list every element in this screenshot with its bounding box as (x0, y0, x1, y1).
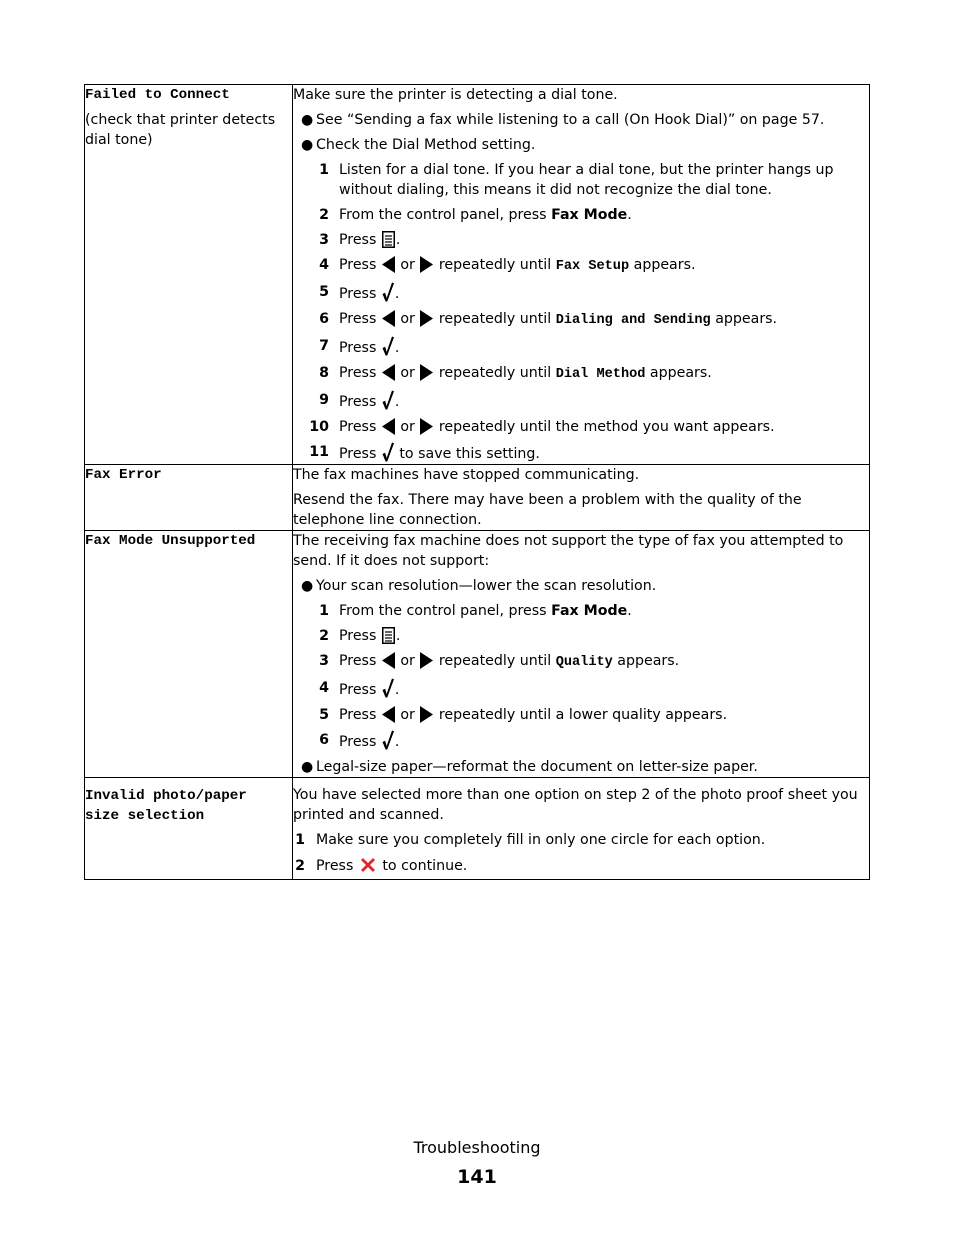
right-arrow-icon (420, 652, 433, 669)
step-text: . (394, 286, 400, 302)
step-text: . (394, 734, 400, 750)
step-text: Listen for a dial tone. If you hear a dial tone, but the printer hangs up without dialing, this means it did not recognize the dial tone. (339, 162, 834, 198)
step-text: . (394, 394, 400, 410)
message-cell (85, 531, 293, 778)
step-item (293, 856, 869, 876)
step-item (293, 363, 869, 385)
step-item (293, 626, 869, 646)
message-term: Failed to Connect (85, 87, 230, 103)
section-footer: Troubleshooting (413, 1138, 541, 1157)
step-item (293, 390, 869, 412)
step-number: 6 (319, 311, 329, 327)
table-row (85, 85, 870, 465)
step-text: or (395, 419, 420, 435)
troubleshooting-table (84, 84, 870, 880)
step-text: Press (339, 734, 381, 750)
solution-cell (293, 465, 870, 531)
step-text: to continue. (377, 858, 468, 874)
step-text: appears. (612, 653, 680, 669)
table-row (85, 465, 870, 531)
step-text: Press (339, 707, 381, 723)
step-text: appears. (710, 311, 778, 327)
checkmark-icon (382, 336, 394, 356)
step-list (293, 601, 869, 752)
step-number: 8 (319, 365, 329, 381)
step-text: Press (339, 628, 381, 644)
cancel-x-icon (359, 856, 377, 874)
right-arrow-icon (420, 256, 433, 273)
message-cell (85, 778, 293, 880)
step-text: Press (339, 365, 381, 381)
step-number: 2 (295, 858, 305, 874)
solution-intro: Make sure the printer is detecting a dial tone. (293, 87, 618, 103)
menu-icon (382, 231, 395, 248)
step-text: or (395, 653, 420, 669)
step-number: 5 (319, 284, 329, 300)
menu-icon (382, 627, 395, 644)
step-text: From the control panel, press (339, 207, 552, 223)
menu-option: Fax Setup (555, 259, 630, 274)
bullet-dot: ● (301, 759, 314, 775)
message-cell (85, 465, 293, 531)
message-term: size selection (85, 808, 205, 824)
left-arrow-icon (382, 418, 395, 435)
step-text: Press (339, 682, 381, 698)
list-item (293, 135, 869, 464)
step-text: or (395, 257, 420, 273)
step-number: 10 (309, 419, 329, 435)
right-arrow-icon (420, 310, 433, 327)
step-text: repeatedly until (434, 311, 556, 327)
step-number: 3 (319, 232, 329, 248)
list-item-text: Legal-size paper—reformat the document on letter-size paper. (316, 759, 758, 775)
checkmark-icon (382, 442, 394, 462)
message-cell (85, 85, 293, 465)
menu-option: Dial Method (555, 367, 646, 382)
step-text: From the control panel, press (339, 603, 552, 619)
bullet-dot: ● (301, 112, 314, 128)
step-item (293, 730, 869, 752)
step-item (293, 255, 869, 277)
message-term: Invalid photo/paper (85, 788, 247, 804)
left-arrow-icon (382, 364, 395, 381)
step-text: Press (339, 286, 381, 302)
step-list (293, 830, 869, 876)
step-item (293, 651, 869, 673)
step-text: . (394, 340, 400, 356)
solution-text: Resend the fax. There may have been a problem with the quality of the telephone line connection. (293, 492, 802, 528)
step-item (293, 205, 869, 225)
left-arrow-icon (382, 652, 395, 669)
menu-option: Quality (555, 655, 613, 670)
step-text: repeatedly until (434, 365, 556, 381)
bullet-list (293, 110, 869, 464)
step-item (293, 282, 869, 304)
step-number: 3 (319, 653, 329, 669)
button-name: Fax Mode (551, 207, 628, 223)
step-item (293, 678, 869, 700)
checkmark-icon (382, 678, 394, 698)
step-number: 1 (319, 162, 329, 178)
list-item-text: See “Sending a fax while listening to a call (On Hook Dial)” on page 57. (316, 112, 825, 128)
step-text: Press (339, 232, 381, 248)
step-number: 1 (319, 603, 329, 619)
solution-cell (293, 85, 870, 465)
left-arrow-icon (382, 310, 395, 327)
table-row (85, 531, 870, 778)
step-item (293, 336, 869, 358)
message-term: Fax Error (85, 467, 162, 483)
bullet-dot: ● (301, 137, 314, 153)
solution-cell (293, 778, 870, 880)
step-text: appears. (629, 257, 696, 273)
step-item (293, 230, 869, 250)
step-text: . (627, 603, 632, 619)
step-text: or (395, 365, 420, 381)
step-item (293, 442, 869, 464)
step-text: repeatedly until a lower quality appears. (434, 707, 728, 723)
step-text: to save this setting. (394, 446, 540, 462)
table-row (85, 778, 870, 880)
step-number: 11 (309, 444, 329, 460)
step-text: . (627, 207, 632, 223)
step-text: repeatedly until the method you want appears. (434, 419, 775, 435)
list-item (293, 757, 869, 777)
step-text: Press (339, 446, 381, 462)
solution-intro: You have selected more than one option on step 2 of the photo proof sheet you printed and scanned. (293, 787, 858, 823)
step-text: or (395, 707, 420, 723)
step-list (293, 160, 869, 464)
step-text: appears. (645, 365, 712, 381)
list-item-text: Your scan resolution—lower the scan resolution. (316, 578, 657, 594)
solution-intro: The receiving fax machine does not support the type of fax you attempted to send. If it does not support: (293, 533, 844, 569)
solution-cell (293, 531, 870, 778)
step-text: Press (339, 394, 381, 410)
left-arrow-icon (382, 706, 395, 723)
checkmark-icon (382, 730, 394, 750)
list-item (293, 576, 869, 752)
checkmark-icon (382, 390, 394, 410)
step-number: 2 (319, 207, 329, 223)
step-item (293, 417, 869, 437)
solution-text: The fax machines have stopped communicating. (293, 467, 640, 483)
step-text: Make sure you completely fill in only one circle for each option. (316, 832, 766, 848)
step-number: 2 (319, 628, 329, 644)
step-text: Press (316, 858, 358, 874)
step-item (293, 705, 869, 725)
message-note: (check that printer detects dial tone) (85, 112, 276, 148)
list-item (293, 110, 869, 130)
step-text: Press (339, 653, 381, 669)
right-arrow-icon (420, 706, 433, 723)
step-text: or (395, 311, 420, 327)
step-text: Press (339, 257, 381, 273)
step-number: 6 (319, 732, 329, 748)
step-text: Press (339, 340, 381, 356)
step-text: . (395, 232, 401, 248)
step-text: repeatedly until (434, 653, 556, 669)
left-arrow-icon (382, 256, 395, 273)
step-number: 9 (319, 392, 329, 408)
step-item (293, 309, 869, 331)
step-number: 5 (319, 707, 329, 723)
right-arrow-icon (420, 418, 433, 435)
bullet-list (293, 576, 869, 777)
step-item (293, 601, 869, 621)
message-term: Fax Mode Unsupported (85, 533, 256, 549)
menu-option: Dialing and Sending (555, 313, 711, 328)
step-item (293, 830, 869, 850)
step-number: 4 (319, 680, 329, 696)
step-item (293, 160, 869, 200)
step-text: Press (339, 419, 381, 435)
page-number: 141 (457, 1166, 497, 1188)
bullet-dot: ● (301, 578, 314, 594)
checkmark-icon (382, 282, 394, 302)
step-text: repeatedly until (434, 257, 556, 273)
step-text: Press (339, 311, 381, 327)
step-number: 7 (319, 338, 329, 354)
right-arrow-icon (420, 364, 433, 381)
step-text: . (395, 628, 401, 644)
button-name: Fax Mode (551, 603, 628, 619)
list-item-text: Check the Dial Method setting. (316, 137, 536, 153)
step-number: 1 (295, 832, 305, 848)
step-text: . (394, 682, 400, 698)
step-number: 4 (319, 257, 329, 273)
